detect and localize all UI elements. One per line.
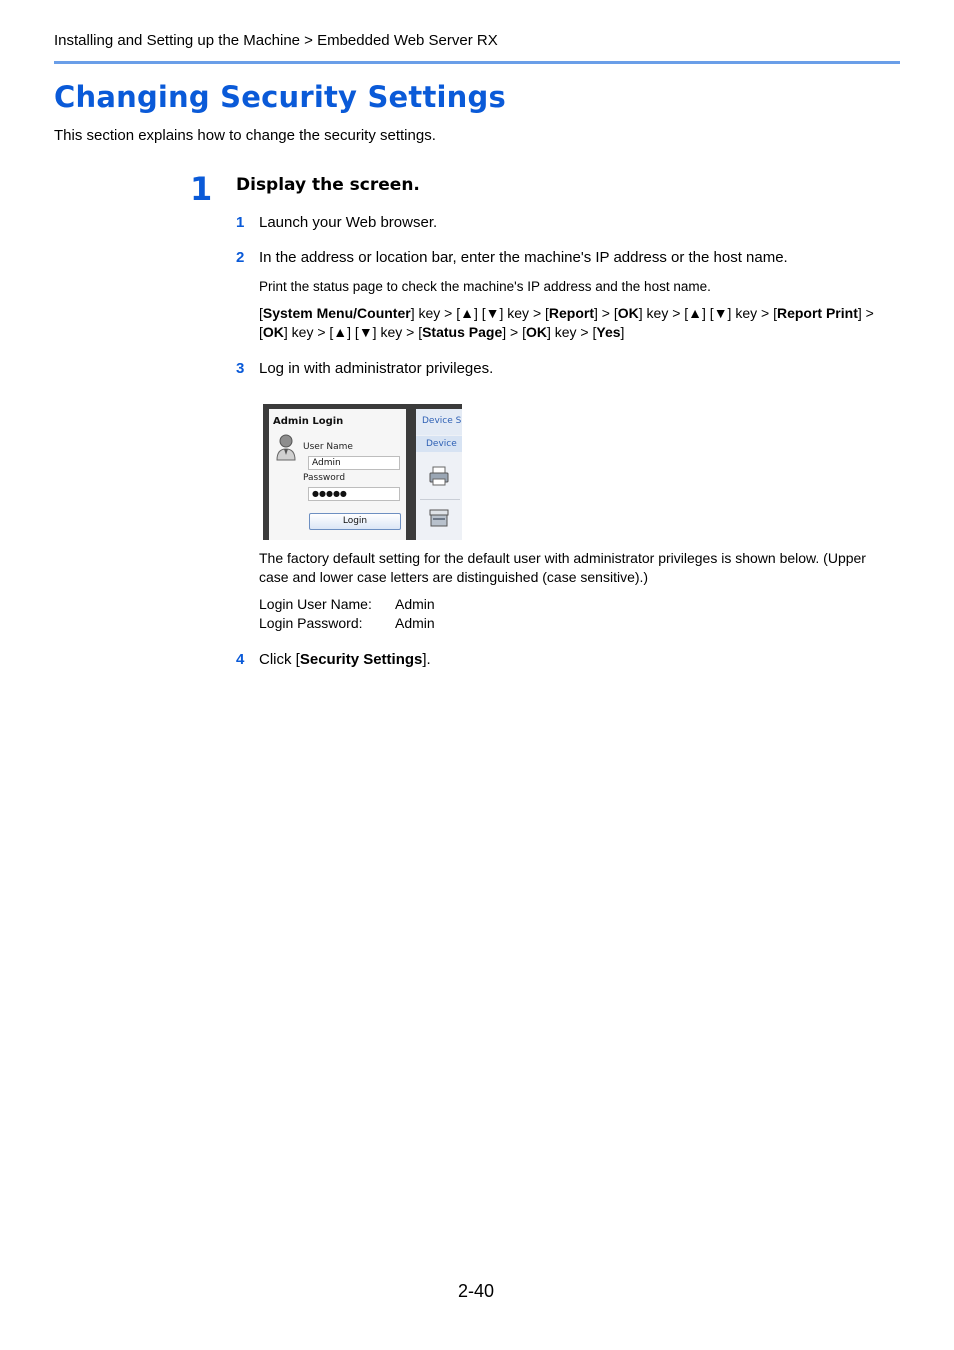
substep-2-text: In the address or location bar, enter the machine's IP address or the host name. bbox=[259, 249, 788, 266]
substep-2-number: 2 bbox=[236, 249, 245, 266]
printer-icon bbox=[428, 465, 450, 487]
login-panel-title: Admin Login bbox=[273, 416, 344, 427]
key-sequence: [System Menu/Counter] key > [▲] [▼] key > [Report] > [OK] key > [▲] [▼] key > [Report Print] > [OK] key > [▲] [▼] key > [Status Page] > [OK] key > [Yes] bbox=[259, 305, 874, 340]
substep-3-number: 3 bbox=[236, 360, 245, 377]
user-avatar-icon bbox=[276, 433, 296, 461]
breadcrumb: Installing and Setting up the Machine > Embedded Web Server RX bbox=[54, 32, 498, 49]
device-side-panel bbox=[416, 409, 462, 540]
login-button: Login bbox=[309, 513, 401, 530]
status-page-note: Print the status page to check the machine's IP address and the host name. bbox=[259, 279, 711, 294]
login-user-name-label: Login User Name: bbox=[259, 596, 372, 612]
username-label: User Name bbox=[303, 442, 353, 452]
username-input: Admin bbox=[308, 456, 400, 470]
password-label: Password bbox=[303, 473, 346, 483]
login-user-name-value: Admin bbox=[395, 596, 435, 612]
substep-1-number: 1 bbox=[236, 214, 245, 231]
login-password-label: Login Password: bbox=[259, 615, 363, 631]
substep-4-text: Click [Security Settings]. bbox=[259, 651, 431, 668]
panel-separator bbox=[420, 499, 460, 500]
page-number: 2-40 bbox=[458, 1281, 495, 1301]
substep-4-number: 4 bbox=[236, 651, 245, 668]
page-title: Changing Security Settings bbox=[54, 80, 506, 114]
substep-3-text: Log in with administrator privileges. bbox=[259, 360, 494, 377]
admin-login-screenshot bbox=[263, 404, 462, 540]
password-input: ●●●●● bbox=[308, 487, 400, 501]
step-title: Display the screen. bbox=[236, 175, 420, 195]
login-panel bbox=[269, 409, 406, 540]
intro-text: This section explains how to change the security settings. bbox=[54, 127, 436, 144]
device-tab: Device S bbox=[416, 409, 462, 435]
substep-1-text: Launch your Web browser. bbox=[259, 214, 438, 231]
login-password-value: Admin bbox=[395, 615, 435, 631]
device-sub-tab: Device bbox=[416, 436, 462, 452]
header-rule bbox=[54, 61, 900, 64]
scanner-icon bbox=[428, 507, 450, 529]
factory-default-note: The factory default setting for the default user with administrator privileges is shown below. (Upper case and lower case letters are distinguished (case sensitive).) bbox=[259, 550, 866, 585]
step-number: 1 bbox=[190, 170, 213, 208]
